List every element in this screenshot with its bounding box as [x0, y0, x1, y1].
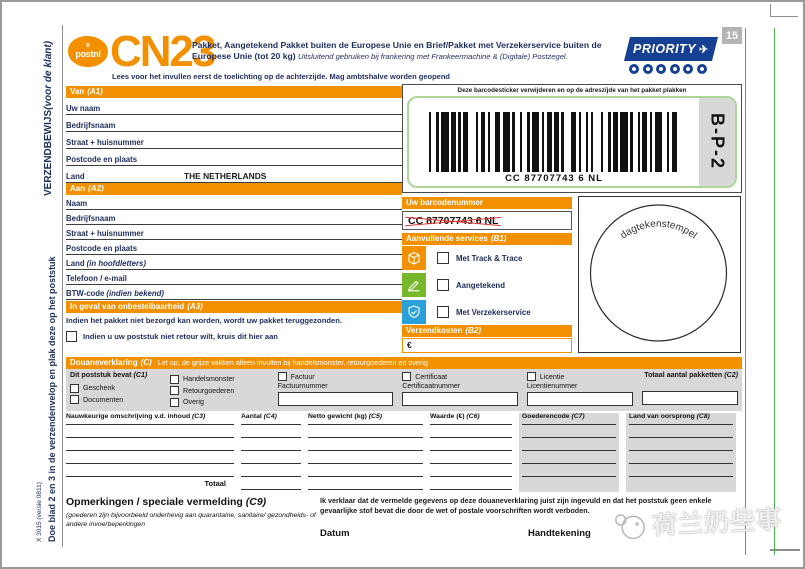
a3-text: Indien het pakket niet bezorgd kan worden, wordt uw pakket teruggezonden. [66, 316, 342, 325]
priority-dots [629, 64, 707, 74]
certificaat-checkbox[interactable] [402, 372, 411, 381]
section-bar-van-a1: Van (A1) [66, 86, 402, 98]
insured-parcel-icon [402, 300, 426, 324]
dagtekenstempel-box [578, 196, 741, 353]
totaal-row-label: Totaal [204, 479, 226, 488]
field-aan-land[interactable]: Land (in hoofdletters) [66, 255, 402, 270]
c8-row[interactable] [629, 464, 733, 477]
currency-symbol: € [407, 340, 412, 350]
sidebar-form-version: X 3015 (versie 0811) [36, 482, 43, 542]
no-return-checkbox[interactable] [66, 331, 77, 342]
c6-row[interactable] [430, 451, 512, 464]
sidebar-verzendbewijs [43, 41, 54, 196]
service-row-aangetekend [402, 273, 505, 297]
barcode-sticker [402, 84, 742, 193]
certificaatnummer-input[interactable] [402, 392, 518, 406]
geschenk-label: Geschenk [83, 384, 115, 392]
c3-row[interactable] [66, 425, 234, 438]
retourgoederen-checkbox[interactable] [170, 386, 179, 395]
col-waarde-c6: Waarde (€) (C6) [430, 413, 512, 492]
form-title-note: Uitsluitend gebruiken bij frankering met Frankeermachine & (Digitale) Postzegel. [298, 52, 568, 62]
signature-icon [402, 273, 426, 297]
sidebar-divider [62, 25, 63, 547]
field-van-postcode[interactable]: Postcode en plaats [66, 149, 402, 166]
track-trace-checkbox[interactable] [437, 252, 449, 264]
priority-label: PRIORITY [633, 42, 697, 56]
c6-row[interactable] [430, 438, 512, 451]
van-fields [66, 98, 402, 183]
c7-total-cell [522, 477, 616, 490]
c1b-column [170, 371, 269, 409]
factuur-column [278, 371, 394, 409]
retourgoederen-label: Retourgoederen [183, 386, 235, 395]
sticker-note: Deze barcodesticker verwijderen en op de adreszijde van het pakket plakken [457, 86, 687, 94]
barcode-image [429, 112, 679, 172]
certificaat-column [402, 371, 518, 409]
svg-text:dagtekenstempel [618, 219, 698, 242]
goods-table [66, 413, 742, 492]
aangetekend-checkbox[interactable] [437, 279, 449, 291]
c7-row[interactable] [522, 464, 616, 477]
c8-row[interactable] [629, 438, 733, 451]
handelsmonster-checkbox[interactable] [170, 375, 179, 384]
section-bar-verzendkosten-b2: Verzendkosten (B2) [402, 325, 572, 337]
sheet-number-badge: 15 [722, 27, 742, 44]
dagtekenstempel-label: dagtekenstempel [618, 218, 699, 242]
c3-row[interactable] [66, 451, 234, 464]
form-title [192, 40, 628, 62]
totaal-pakketten-input[interactable] [642, 391, 738, 405]
licentienummer-input[interactable] [527, 392, 633, 406]
postnl-logo [68, 36, 108, 67]
verzendkosten-input[interactable] [402, 338, 572, 353]
c4-row[interactable] [241, 464, 301, 477]
c8-row[interactable] [629, 425, 733, 438]
field-aan-naam[interactable]: Naam [66, 195, 402, 210]
dagtekenstempel-circle [579, 197, 738, 350]
c1-column: Dit poststuk bevat (C1) Geschenk Documenten [70, 371, 148, 404]
field-van-bedrijfsnaam[interactable]: Bedrijfsnaam [66, 115, 402, 132]
c8-row[interactable] [629, 451, 733, 464]
sidebar-verzendbewijs-bold: VERZENDBEWIJS [43, 109, 54, 196]
field-aan-straat[interactable]: Straat + huisnummer [66, 225, 402, 240]
form-title-text: Pakket, Aangetekend Pakket buiten de Europese Unie en Brief/Pakket met Verzekerservice buiten de Europese Unie (tot 20 kg) [192, 40, 602, 62]
field-aan-btw[interactable]: BTW-code (indien bekend) [66, 285, 402, 300]
c5-row[interactable] [308, 451, 423, 464]
crown-icon: ♛ [85, 43, 91, 49]
cut-guide-line [745, 28, 746, 555]
sidebar-instruction: Doe blad 2 en 3 in de verzendenvelop en plak deze op het poststuk [47, 256, 57, 542]
documenten-label: Documenten [83, 395, 124, 404]
handtekening-label: Handtekening [528, 528, 591, 539]
c5-row[interactable] [308, 438, 423, 451]
barcode-value: CC 87707743 6 NL [505, 173, 603, 184]
col-omschrijving-c3: Nauwkeurige omschrijving v.d. inhoud (C3) Totaal [66, 413, 234, 492]
c7-row[interactable] [522, 425, 616, 438]
documenten-checkbox[interactable] [70, 395, 79, 404]
licentie-column [527, 371, 633, 409]
factuur-checkbox[interactable] [278, 372, 287, 381]
aan-fields [66, 195, 402, 300]
factuurnummer-label: Factuurnummer [277, 382, 328, 390]
factuurnummer-input[interactable] [278, 392, 394, 406]
zone-code: B-P-2 [707, 113, 728, 171]
section-bar-barcodenummer: Uw barcodenummer [402, 197, 572, 209]
col-gewicht-c5: Netto gewicht (kg) (C5) [308, 413, 423, 492]
c4-total-cell[interactable] [241, 477, 301, 490]
handelsmonster-label: Handelsmonster [183, 375, 235, 383]
van-land-value: THE NETHERLANDS [184, 171, 267, 181]
licentie-label: Licentie [539, 372, 565, 381]
cut-guide-line [774, 28, 775, 555]
field-van-uw-naam[interactable]: Uw naam [66, 98, 402, 115]
barcode-number-box[interactable] [402, 211, 572, 230]
priority-badge [624, 37, 718, 61]
c5-row[interactable] [308, 464, 423, 477]
barcode-area [409, 98, 699, 186]
certificaatnummer-label: Certificaatnummer [402, 382, 461, 390]
service-row-verzekerservice [402, 300, 531, 324]
c7-row[interactable] [522, 438, 616, 451]
col-goederencode-c7: Goederencode (C7) [519, 413, 619, 492]
c3-row[interactable] [66, 438, 234, 451]
c8-total-cell [629, 477, 733, 490]
parcel-icon [402, 246, 426, 270]
overig-label: Overig [183, 398, 204, 406]
field-aan-telefoon[interactable]: Telefoon / e-mail [66, 270, 402, 285]
postnl-logo-text: postnl [75, 49, 101, 59]
c6-row[interactable] [430, 464, 512, 477]
section-bar-aan-a2: Aan (A2) [66, 183, 402, 195]
zone-strip [699, 98, 735, 186]
c6-row[interactable] [430, 425, 512, 438]
c7-row[interactable] [522, 451, 616, 464]
barcode-number-struck: CC 87707743 6 NL [408, 214, 499, 227]
c3-row[interactable] [66, 464, 234, 477]
c4-row[interactable] [241, 425, 301, 438]
field-aan-bedrijfsnaam[interactable]: Bedrijfsnaam [66, 210, 402, 225]
customs-options-block [66, 369, 742, 411]
overig-checkbox[interactable] [170, 398, 179, 407]
section-bar-a3: In geval van onbestelbaarheid (A3) [66, 301, 402, 313]
no-return-label: Indien u uw poststuk niet retour wilt, kruis dit hier aan [83, 332, 278, 341]
remarks-note: (goederen zijn bijvoorbeeld onderhevig aan quarantaine, sanitaire/ gezondheids- of andere invoerbeperkingen [66, 512, 316, 529]
field-aan-postcode[interactable]: Postcode en plaats [66, 240, 402, 255]
c5-total-cell[interactable] [308, 477, 423, 490]
c4-row[interactable] [241, 438, 301, 451]
sticker-inner [407, 96, 737, 188]
form-subtitle: Lees voor het invullen eerst de toelichting op de achterzijde. Mag ambtshalve worden geopend [112, 72, 450, 81]
datum-label: Datum [320, 528, 350, 539]
track-trace-label: Met Track & Trace [456, 253, 523, 263]
field-van-straat[interactable]: Straat + huisnummer [66, 132, 402, 149]
licentienummer-label: Licentienummer [526, 382, 578, 390]
sidebar-verzendbewijs-italic: (voor de klant) [43, 40, 54, 110]
c5-row[interactable] [308, 425, 423, 438]
section-bar-services-b1: Aanvullende services (B1) [402, 233, 572, 245]
col-aantal-c4: Aantal (C4) [241, 413, 301, 492]
certificaat-label: Certificaat [415, 372, 448, 381]
licentie-checkbox[interactable] [527, 372, 536, 381]
declaration-text: Ik verklaar dat de vermelde gegevens op deze douaneverklaring juist zijn ingevuld en dat het poststuk geen enkele gevaarlijke stof bevat die door de wet of postale voorschriften wordt verboden. [320, 496, 712, 515]
section-bar-douaneverklaring: Douaneverklaring (C) Let op, de grijze vakken alleen invullen bij handelsmonster, retourgoederen en overig [66, 357, 742, 369]
watermark-text: 荷兰奶些事 [651, 505, 783, 541]
remarks-block: Opmerkingen / speciale vermelding (C9) (goederen zijn bijvoorbeeld onderhevig aan quarantaine, sanitaire/ gezondheids- of andere invoerbeperkingen [66, 496, 318, 529]
a3-no-return-row [66, 331, 278, 342]
c2-column: Totaal aantal pakketten (C2) [642, 371, 738, 409]
corner-crop-mark [770, 4, 798, 17]
form-code: CN23 [110, 27, 215, 76]
verzekerservice-label: Met Verzekerservice [456, 307, 531, 317]
plane-icon: ✈ [699, 43, 709, 56]
aangetekend-label: Aangetekend [456, 280, 505, 290]
col-oorsprong-c8: Land van oorsprong (C8) [626, 413, 736, 492]
field-van-land[interactable]: Land THE NETHERLANDS [66, 166, 402, 183]
c4-row[interactable] [241, 451, 301, 464]
geschenk-checkbox[interactable] [70, 384, 79, 393]
factuur-label: Factuur [290, 372, 315, 381]
service-row-track-trace [402, 246, 522, 270]
verzekerservice-checkbox[interactable] [437, 306, 449, 318]
c6-total-cell[interactable] [430, 477, 512, 490]
